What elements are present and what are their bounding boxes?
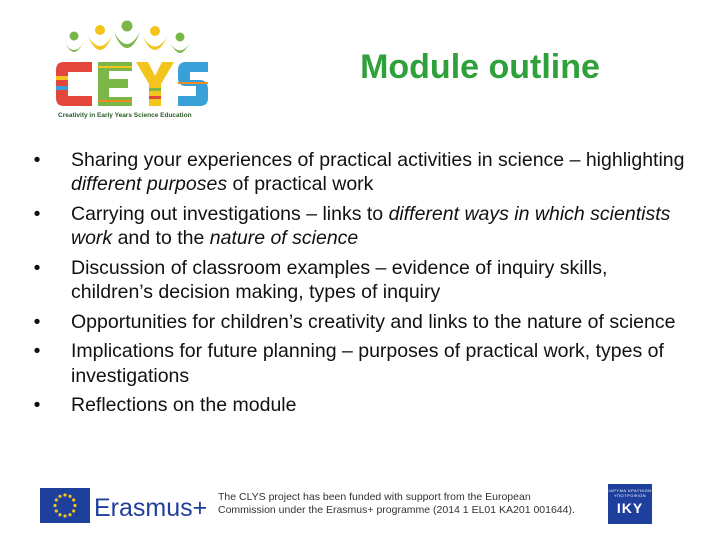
bullet-item: [30, 393, 690, 417]
bullet-item: [30, 256, 690, 304]
funding-statement: [218, 491, 598, 517]
bullet-emphasis-text: different ways in which scientists work: [71, 202, 671, 250]
bullet-text: Discussion of classroom examples – evidence of inquiry skills, children’s decision making, types of inquiry: [71, 256, 608, 304]
bullet-item: [30, 202, 690, 250]
bullet-dot-icon: •: [33, 310, 41, 333]
iky-label: IKY: [616, 500, 644, 516]
bullet-dot-icon: •: [33, 340, 41, 363]
bullet-item: [30, 310, 690, 334]
ceys-logo: [52, 18, 212, 122]
page-title: Module outline: [360, 48, 600, 86]
bullet-text: Carrying out investigations – links to: [71, 202, 389, 225]
iky-logo: [608, 484, 652, 524]
bullet-dot-icon: •: [33, 256, 41, 279]
ceys-wordmark: [56, 62, 208, 106]
bullet-text: of practical work: [227, 173, 374, 196]
bullet-list: [30, 148, 690, 423]
bullet-text: Opportunities for children’s creativity and links to the nature of science: [71, 310, 676, 333]
bullet-emphasis-text: nature of science: [209, 227, 359, 250]
bullet-item: [30, 339, 690, 387]
funding-line-1: The CLYS project has been funded with support from the European: [218, 491, 531, 503]
bullet-text: Reflections on the module: [71, 394, 297, 417]
bullet-dot-icon: •: [33, 202, 41, 225]
bullet-dot-icon: •: [33, 149, 41, 171]
eu-flag-icon: [40, 488, 90, 523]
funding-line-2: Commission under the Erasmus+ programme (2014 1 EL01 KA201 001644).: [218, 504, 575, 516]
bullet-emphasis-text: different purposes: [71, 173, 228, 196]
people-figures-icon: [64, 21, 190, 54]
bullet-dot-icon: •: [33, 394, 41, 417]
erasmus-label: Erasmus+: [94, 494, 208, 522]
logo-caption: Creativity in Early Years Science Education: [58, 112, 192, 119]
bullet-text: Sharing your experiences of practical activities in science – highlighting: [71, 149, 685, 171]
bullet-text: Implications for future planning – purposes of practical work, types of investigations: [71, 340, 664, 387]
bullet-item: [30, 148, 690, 196]
iky-subtitle: ΙΔΡΥΜΑ ΚΡΑΤΙΚΩΝ ΥΠΟΤΡΟΦΙΩΝ: [608, 488, 652, 498]
bullet-text: and to the: [112, 227, 210, 250]
